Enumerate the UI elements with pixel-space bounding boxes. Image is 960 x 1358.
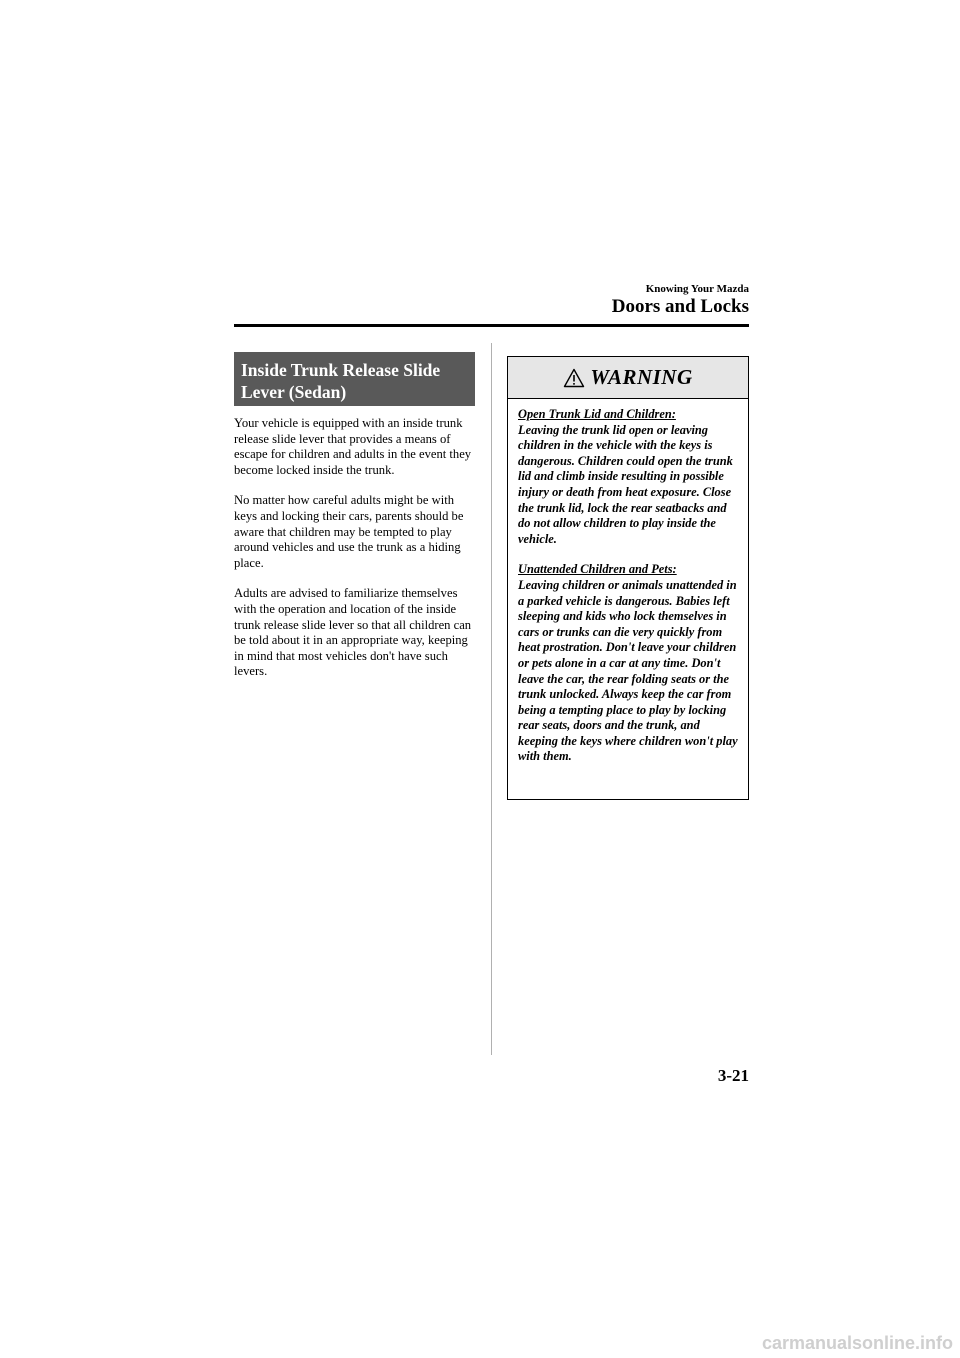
warning-subtitle-1: Open Trunk Lid and Children:: [518, 407, 676, 421]
warning-title: WARNING: [590, 365, 693, 389]
column-divider: [491, 343, 492, 1055]
warning-subtitle-2: Unattended Children and Pets:: [518, 562, 677, 577]
section-heading: Inside Trunk Release Slide Lever (Sedan): [234, 352, 475, 406]
warning-section-1: [518, 407, 740, 547]
warning-text-1: Leaving the trunk lid open or leaving children in the vehicle with the keys is dangerous. Children could open the trunk lid and climb inside resulting in possible injury or death from heat exposure. Close the trunk lid, lock the rear seatbacks and do not allow children to play inside the vehicle.: [518, 422, 733, 546]
body-paragraph-2: No matter how careful adults might be with keys and locking their cars, parents should be aware that children may be tempted to play around vehicles and use the trunk as a hiding place.: [234, 493, 464, 570]
page-number: 3-21: [717, 1066, 749, 1085]
header-rule: [234, 324, 749, 327]
warning-section-2: [518, 562, 740, 765]
body-text: [234, 416, 474, 695]
warning-triangle-icon: [563, 368, 585, 388]
body-paragraph-1: Your vehicle is equipped with an inside trunk release slide lever that provides a means of escape for children and adults in the event they become locked inside the trunk.: [234, 416, 472, 477]
warning-box: [507, 356, 749, 800]
warning-header: [508, 357, 748, 399]
body-paragraph-3: Adults are advised to familiarize themselves with the operation and location of the inside trunk release slide lever so that all children can be told about it in an appropriate way, keeping in mind that most vehicles don't have such levers.: [234, 586, 472, 679]
watermark: carmanualsonline.info: [761, 1333, 953, 1353]
warning-text-2: Leaving children or animals unattended in a parked vehicle is dangerous. Babies left sleeping and kids who lock themselves in cars or trunks can die very quickly from heat prostration. Don't leave your children or pets alone in a car at any time. Don't leave the car, the rear folding seats or the trunk unlocked. Always keep the car from being a tempting place to play by locking rear seats, doors and the trunk, and keeping the keys where children won't play with them.: [518, 577, 738, 764]
section-title: Doors and Locks: [611, 296, 749, 317]
warning-body: [508, 399, 748, 765]
chapter-title: Knowing Your Mazda: [645, 283, 749, 295]
